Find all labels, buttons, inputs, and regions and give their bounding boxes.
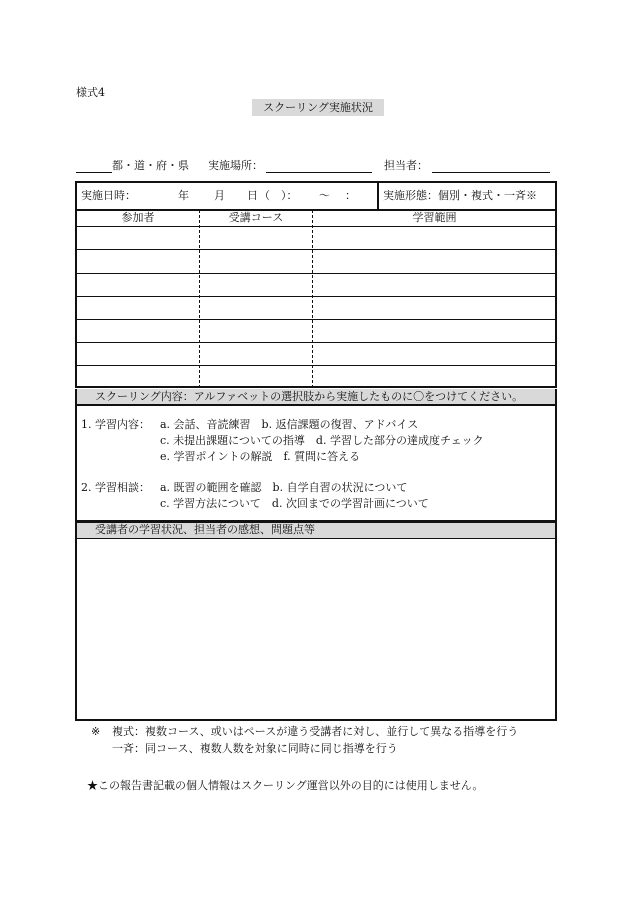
item2-cd: c. 学習方法について d. 次回までの学習計画について [160, 497, 429, 510]
privacy-note: ★この報告書記載の個人情報はスクーリング運営以外の目的には使用しません。 [87, 779, 484, 792]
note-issei: 一斉：同コース、複数人数を対象に同時に同じ指導を行う [112, 742, 398, 755]
remarks-header: 受講者の学習状況、担当者の感想、問題点等 [95, 523, 315, 536]
person-label: 担当者： [384, 159, 428, 172]
item1-label: 1. 学習内容： [81, 418, 150, 431]
prefecture-blank[interactable] [76, 157, 112, 173]
venue-field[interactable] [266, 157, 372, 173]
month-label: 月 [214, 189, 225, 202]
note-fukushiki: 複式：複数コース、或いはペースが違う受講者に対し、並行して異なる指導を行う [112, 725, 519, 738]
tilde: ～ [319, 189, 330, 202]
date-divider [377, 181, 379, 210]
form-number: 様式4 [76, 86, 105, 99]
col-divider-2 [312, 210, 313, 388]
table-row[interactable] [75, 319, 557, 320]
format-label: 実施形態：個別・複式・一斉※ [383, 189, 537, 202]
prefecture-label: 都・道・府・県 [112, 159, 189, 172]
table-row[interactable] [75, 249, 557, 250]
item2-label: 2. 学習相談： [81, 481, 150, 494]
day-label: 日 [247, 189, 258, 202]
page-title: スクーリング実施状況 [252, 99, 384, 116]
table-row[interactable] [75, 273, 557, 274]
table-row[interactable] [75, 342, 557, 343]
table-row[interactable] [75, 365, 557, 366]
col-header-course: 受講コース [228, 211, 284, 224]
venue-label: 実施場所： [208, 159, 263, 172]
item2-ab: a. 既習の範囲を確認 b. 自学自習の状況について [160, 481, 408, 494]
table-row[interactable] [75, 296, 557, 297]
person-field[interactable] [432, 157, 550, 173]
weekday-paren: （ ）： [259, 189, 298, 202]
col-header-range: 学習範囲 [412, 211, 457, 224]
item1-ef: e. 学習ポイントの解説 f. 質問に答える [160, 450, 361, 463]
header-row-bottom [75, 226, 557, 227]
note-mark: ※ [91, 725, 101, 738]
year-label: 年 [178, 189, 189, 202]
col-header-participant: 参加者 [121, 211, 155, 224]
col-divider-1 [199, 210, 200, 388]
time-colon: ： [345, 189, 356, 202]
item1-cd: c. 未提出課題についての指導 d. 学習した部分の達成度チェック [160, 434, 484, 447]
item1-ab: a. 会話、音読練習 b. 返信課題の復習、アドバイス [160, 418, 419, 431]
remarks-field[interactable] [75, 538, 557, 721]
content-header: スクーリング内容：アルファベットの選択肢から実施したものに〇をつけてください。 [95, 390, 524, 403]
date-label: 実施日時： [81, 189, 136, 202]
